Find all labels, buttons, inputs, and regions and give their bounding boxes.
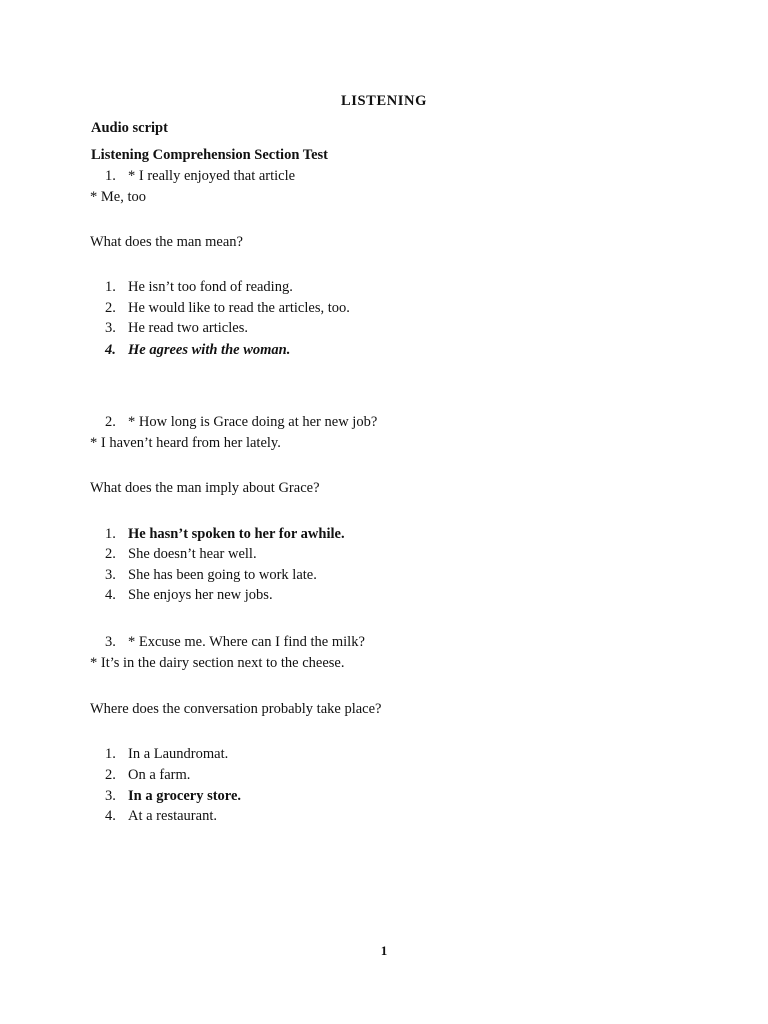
q2-question: What does the man imply about Grace? [90, 480, 320, 496]
page-number: 1 [380, 943, 388, 958]
page-title: LISTENING [341, 93, 427, 109]
option-text: She has been going to work late. [128, 567, 317, 583]
q1-dialogue-2: * Me, too [90, 189, 146, 205]
option-text: He would like to read the articles, too. [128, 300, 350, 316]
q1-dialogue-1: * I really enjoyed that article [128, 168, 296, 184]
option-text: At a restaurant. [128, 808, 217, 824]
q2-dialogue-2: * I haven’t heard from her lately. [90, 435, 281, 451]
option-text: She enjoys her new jobs. [128, 587, 273, 603]
option-number: 4. [105, 342, 116, 358]
option-text: He read two articles. [128, 320, 248, 336]
option-number: 1. [105, 526, 116, 542]
q1-number: 1. [105, 168, 116, 184]
option-number: 3. [105, 567, 116, 583]
option-number: 2. [105, 546, 116, 562]
heading-audio-script: Audio script [91, 120, 168, 136]
option-text: On a farm. [128, 767, 191, 783]
option-text: In a Laundromat. [128, 746, 229, 762]
option-number: 1. [105, 279, 116, 295]
option-number: 1. [105, 746, 116, 762]
q3-number: 3. [105, 634, 116, 650]
option-text: She doesn’t hear well. [128, 546, 257, 562]
option-number: 4. [105, 808, 116, 824]
option-number: 4. [105, 587, 116, 603]
option-text: He agrees with the woman. [128, 342, 291, 358]
heading-section-test: Listening Comprehension Section Test [91, 147, 329, 163]
q2-number: 2. [105, 414, 116, 430]
option-number: 3. [105, 788, 116, 804]
q2-dialogue-1: * How long is Grace doing at her new job? [128, 414, 378, 430]
q3-dialogue-1: * Excuse me. Where can I find the milk? [128, 634, 365, 650]
option-number: 2. [105, 767, 116, 783]
option-text: He isn’t too fond of reading. [128, 279, 293, 295]
option-number: 2. [105, 300, 116, 316]
q3-dialogue-2: * It’s in the dairy section next to the cheese. [90, 655, 345, 671]
q1-question: What does the man mean? [90, 234, 243, 250]
option-text: He hasn’t spoken to her for awhile. [128, 526, 345, 542]
q3-question: Where does the conversation probably take place? [90, 701, 382, 717]
option-number: 3. [105, 320, 116, 336]
option-text: In a grocery store. [128, 788, 242, 804]
